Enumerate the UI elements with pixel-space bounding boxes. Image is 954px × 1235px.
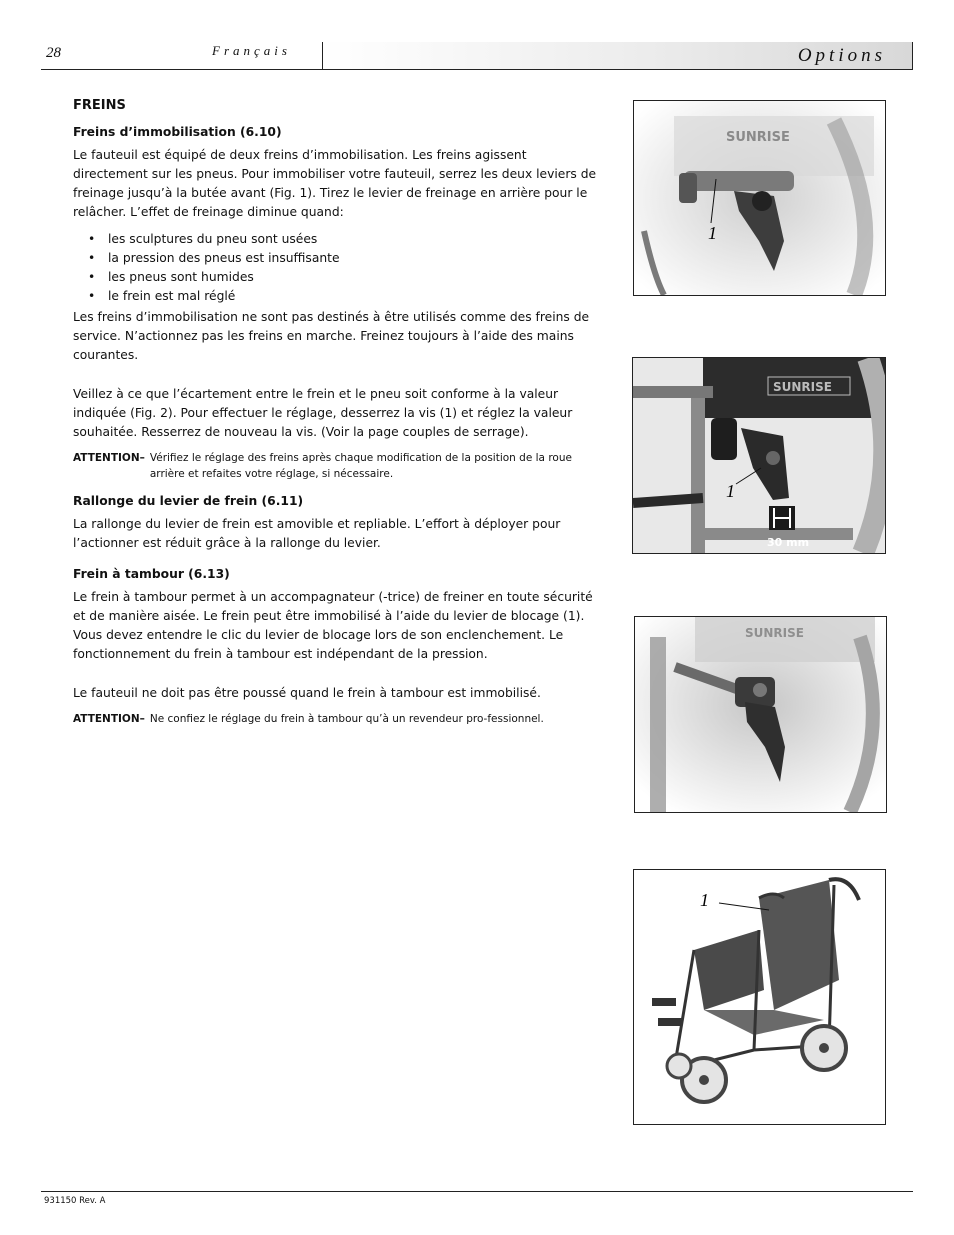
document-reference: 931150 Rev. A	[44, 1196, 106, 1206]
figure-lever-extension	[634, 616, 887, 813]
paragraph: Le fauteuil est équipé de deux freins d’immobilisation. Les freins agissent directement sur les pneus. Pour immobiliser votre fauteuil, serrez les deux leviers de freinage jusqu’à la butée avant (Fig. 1). Tirez le levier de freinage en arrière pour le relâcher. L’effet de freinage diminue quand:	[73, 148, 597, 219]
paragraph: Le frein à tambour permet à un accompagnateur (-trice) de freiner en toute sécurité et de manière aisée. Le frein peut être immobilisé à l’aide du levier de blocage (1). Vous devez entendre le clic du levier de blocage lors de son enclenchement. Le fonctionnement du frein à tambour est indépendant de la pression.	[73, 590, 593, 661]
page-number: 28	[46, 45, 61, 61]
attention-note	[73, 450, 603, 482]
section-band	[323, 42, 913, 69]
figure-3-illustration	[635, 617, 886, 812]
figure-drum-brake	[633, 869, 886, 1125]
paragraph: Veillez à ce que l’écartement entre le frein et le pneu soit conforme à la valeur indiquée (Fig. 2). Pour effectuer le réglage, desserrez la vis (1) et réglez la valeur souhaitée. Resserrez de nouveau la vis. (Voir la page couples de serrage).	[73, 387, 573, 439]
bullet-list	[73, 230, 603, 306]
callout-number: 1	[700, 890, 709, 910]
figure-1-illustration	[634, 101, 885, 295]
callout-number: 1	[708, 223, 717, 243]
paragraph: Les freins d’immobilisation ne sont pas destinés à être utilisés comme des freins de service. N’actionnez pas les freins en marche. Freinez toujours à l’aide des mains courantes.	[73, 310, 590, 362]
language-label: Français	[212, 43, 291, 58]
brand-logo: SUNRISE	[726, 130, 790, 145]
section-title: Options	[797, 45, 886, 66]
figure-4-illustration	[634, 870, 885, 1124]
footer-rule	[41, 1191, 913, 1192]
figure-2-illustration	[633, 358, 885, 553]
attention-text: Vérifiez le réglage des freins après chaque modification de la position de la roue arrière et refaites votre réglage, si nécessaire.	[149, 452, 572, 480]
figure-brake-gap	[632, 357, 886, 554]
figure-parking-brake	[633, 100, 886, 296]
paragraph: La rallonge du levier de frein est amovible et repliable. L’effort à déployer pour l’actionner est réduit grâce à la rallonge du levier.	[73, 517, 561, 550]
page-heading: FREINS	[73, 98, 126, 113]
list-item: • les pneus sont humides	[108, 268, 603, 287]
section-heading-drum-brake: Frein à tambour (6.13)	[73, 567, 230, 581]
main-content	[73, 96, 603, 737]
section-heading-lever-extension: Rallonge du levier de frein (6.11)	[73, 494, 304, 508]
list-item: • les sculptures du pneu sont usées	[108, 230, 603, 249]
section-heading-parking-brakes: Freins d’immobilisation (6.10)	[73, 125, 282, 139]
spacer	[73, 373, 603, 385]
paragraph: Le fauteuil ne doit pas être poussé quand le frein à tambour est immobilisé.	[73, 686, 541, 700]
list-item: • la pression des pneus est insuffisante	[108, 249, 603, 268]
attention-note	[73, 711, 603, 727]
spacer	[73, 672, 603, 684]
attention-text: Ne confiez le réglage du frein à tambour qu’à un revendeur pro-fessionnel.	[149, 713, 544, 725]
brand-logo: SUNRISE	[773, 380, 832, 394]
measurement-label: 30 mm	[767, 536, 810, 549]
attention-label: ATTENTION–	[73, 452, 145, 464]
brand-logo: SUNRISE	[745, 626, 804, 640]
callout-number: 1	[726, 481, 735, 501]
header-rule	[41, 69, 913, 70]
list-item: • le frein est mal réglé	[108, 287, 603, 306]
attention-label: ATTENTION–	[73, 713, 145, 725]
